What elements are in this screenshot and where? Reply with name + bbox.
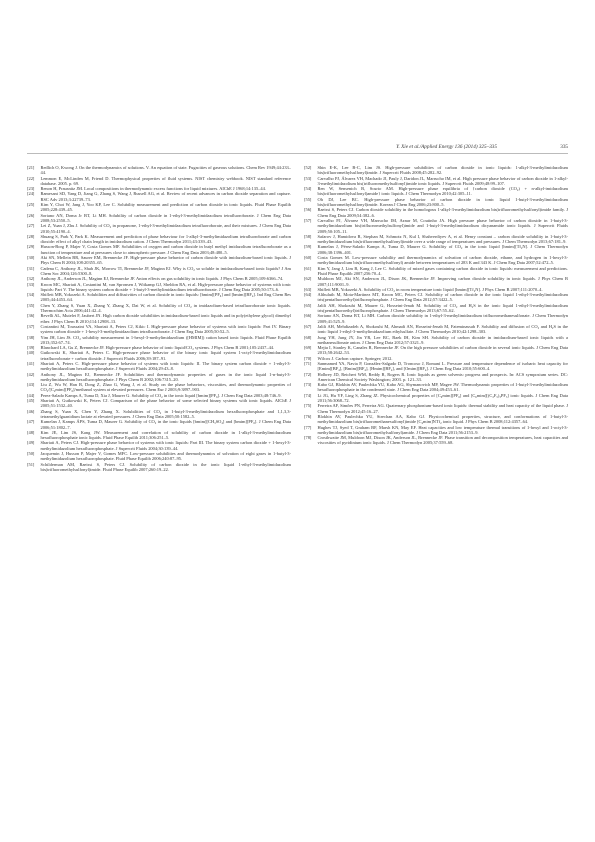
reference-number: [76] bbox=[304, 413, 312, 419]
reference-number: [64] bbox=[304, 292, 312, 298]
reference-number: [32] bbox=[27, 276, 35, 282]
reference-number: [77] bbox=[304, 424, 312, 430]
reference-item bbox=[304, 266, 568, 277]
reference-item bbox=[27, 165, 291, 176]
reference-number: [61] bbox=[304, 265, 312, 271]
reference-text: Cadena C, Anthony JL, Shah JK, Morrow TI, Brennecke JF, Maginn EJ. Why is CO₂ so soluble in imidazolium-based ionic liquids? J Am Chem Soc 2004;126:5300–8. bbox=[40, 265, 291, 276]
reference-text: Renon H, Prausnitz JM. Local compositions in thermodynamic excess functions for liquid mixtures. AIChE J 1968;14:135–44. bbox=[40, 186, 266, 192]
reference-number: [74] bbox=[304, 392, 312, 398]
reference-number: [26] bbox=[27, 212, 35, 218]
reference-text: Zhang S, Yuan X, Chen Y, Zhang X. Solubilities of CO₂ in 1-butyl-3-methylimidazolium hexafluorophosphate and 1,1,3,3-tetramethylguanidium lactate at elevated pressures. J Chem Eng Data 2005;50:1582–5. bbox=[40, 408, 291, 419]
reference-text: Althuluth M, Mota-Martinez MT, Kroon MC, Peters CJ. Solubility of carbon dioxide in the ionic liquid 1-ethyl-3-methylimidazolium tris(pentafluoroethyl)trifluorophosphate. J Chem Eng Data 2012;57:3422–5. bbox=[317, 292, 568, 303]
reference-item bbox=[304, 414, 568, 425]
reference-text: Shuang S, Park Y, Park K. Measurement and prediction of phase behaviour for 1-alkyl-3-methylimidazolium tetrafluoroborate and carbon dioxide: effect of alkyl chain length in imidazolium cation. J Chem Thermodyn 2011;43:339–43. bbox=[40, 233, 291, 245]
reference-item bbox=[304, 403, 568, 414]
reference-number: [73] bbox=[304, 382, 312, 388]
reference-item bbox=[27, 244, 291, 255]
reference-number: [59] bbox=[304, 244, 312, 250]
reference-text: Redlich O, Kwong J. On the thermodynamics of solutions. V. An equation of state. Fugacities of gaseous solutions. Chem Rev 1949;44:233–44. bbox=[40, 165, 291, 176]
reference-text: Raeissi S, Peters CJ. Carbon dioxide solubility in the homologous 1-alkyl-3-methylimidazolium bis(trifluoromethylsulfonyl)imide family. J Chem Eng Data 2009;54:382–6. bbox=[317, 207, 568, 218]
reference-item bbox=[304, 255, 568, 266]
reference-text: Ferreira AF, Simões PN, Ferreira AG. Quaternary phosphonium-based ionic liquids: thermal stability and heat capacity of the liquid phase. J Chem Thermodyn 2012;45:16–27. bbox=[317, 403, 568, 414]
reference-item bbox=[27, 223, 291, 234]
reference-text: Jalili AH, Mehdizadeh A, Shokouhi M, Ahmadi AN, Hosseini-Jenab M, Fateminassab F. Solubility and diffusion of CO₂ and H₂S in the ionic liquid 1-ethyl-3-methylimidazolium ethylsulfate. J Chem Thermodyn 2010;42:1298–303. bbox=[317, 323, 568, 335]
reference-text: Liu Z, Wu W, Han B, Dong Z, Zhao G, Wang J, et al. Study on the phase behaviors, viscosities, and thermodynamic properties of CO₂/[C₄mim][PF₆]/methanol system at elevated pressures. Chem Eur J 2003;9:3897–903. bbox=[40, 382, 291, 393]
reference-number: [31] bbox=[27, 265, 35, 271]
reference-text: Kabo GJ, Blokhin AV, Paulechka YU, Kabo AG, Shymanovich MP, Magee JW. Thermodynamic properties of 1-butyl-3-methylimidazolium hexafluorophosphate in the condensed state. J Chem Eng Data 2004;49:453–61. bbox=[317, 382, 568, 393]
reference-number: [27] bbox=[27, 223, 35, 229]
reference-number: [22] bbox=[27, 175, 35, 181]
reference-text: Blokhin AV, Paulechka YU, Strechan AA, Kabo GJ. Physicochemical properties, structure, and conformations of 1-butyl-3-methylimidazolium bis(trifluoromethanesulfonyl)imide [C₄mim]NTf₂ ionic liquid. J Phys Chem B 2008;112:4357–64. bbox=[317, 413, 568, 425]
reference-number: [52] bbox=[304, 165, 312, 170]
reference-number: [35] bbox=[27, 302, 35, 308]
reference-text: Shariati A, Gutkowski K, Peters CJ. Comparison of the phase behavior of some selected binary systems with ionic liquids. AIChE J 2005;51:1532–40. bbox=[40, 398, 291, 409]
reference-text: Hughes TJ, Syed T, Graham BF, Marsh KN, May EF. Heat capacities and low temperature thermal transitions of 1-hexyl and 1-octyl-3-methylimidazolium bis(trifluoromethylsulfonyl)amide. J Chem Eng Data 2011;56:2153–9. bbox=[317, 424, 568, 435]
reference-text: Mejia I, Stanley K, Canales R, Brennecke JF. On the high pressure solubilities of carbon dioxide in several ionic liquids. J Chem Eng Data 2013;58:2642–53. bbox=[317, 345, 568, 356]
reference-item bbox=[304, 324, 568, 335]
reference-text: Kim Y, Jang J, Lim B, Kang J, Lee C. Solubility of mixed gases containing carbon dioxide in ionic liquids: measurement and predictions. Fluid Phase Equilib 2007;256:70–4. bbox=[317, 265, 568, 276]
reference-number: [62] bbox=[304, 276, 312, 282]
reference-number: [70] bbox=[304, 355, 312, 361]
reference-item bbox=[27, 191, 291, 202]
reference-item bbox=[304, 382, 568, 393]
reference-item bbox=[27, 202, 291, 213]
reference-text: Jacquemin J, Husson P, Majer V, Gomes MFC. Low-pressure solubilities and thermodynamics of solvation of eight gases in 1-butyl-3-methylimidazolium hexafluorophosphate. Fluid Phase Equilib 2006;240:87–95. bbox=[40, 451, 291, 462]
reference-text: Ren W, Sensenich B, Scurto AM. High-pressure phase equilibria of {carbon dioxide (CO₂) + n-alkyl-imidazolium bis(trifluoromethylsulfonyl)amide} ionic liquids. J Chem Thermodyn 2010;42:305–11. bbox=[317, 186, 568, 197]
reference-text: Sanmamed YA, Navia P, González-Salgado D, Troncoso J, Romaní L. Pressure and temperature dependence of isobaric heat capacity for [Emim][BF₄], [Bmim][BF₄], [Hmim][BF₄], and [Omim][BF₄]. J Chem Eng Data 2010;55:600–4. bbox=[317, 360, 568, 372]
reference-item bbox=[304, 218, 568, 234]
reference-item bbox=[27, 324, 291, 335]
reference-item bbox=[27, 234, 291, 245]
reference-text: Lei Z, Yuan J, Zhu J. Solubility of CO₂ in propanone, 1-ethyl-3-methylimidazolium tetrafluoroborate, and their mixtures. J Chem Eng Data 2010;55:4190–4. bbox=[40, 223, 291, 234]
reference-item bbox=[27, 462, 291, 473]
reference-item bbox=[27, 372, 291, 383]
reference-number: [45] bbox=[27, 398, 35, 404]
reference-item bbox=[304, 393, 568, 404]
reference-number: [30] bbox=[27, 255, 35, 261]
reference-item bbox=[304, 197, 568, 208]
reference-text: Holbrey JD, Reichert WM, Reddy R, Rogers R. Ionic liquids as green solvents: progress and prospects. In: ACS symposium series. DC: American Chemical Society Washington; 2003. p. 121–33. bbox=[317, 371, 568, 382]
reference-text: Jalili AH, Shokouhi M, Maurer G, Hosseini-Jenab M. Solubility of CO₂ and H₂S in the ionic liquid 1-ethyl-3-methylimidazolium tris(pentafluoroethyl)trifluorophosphate. J Chem Thermodyn 2013;67:55–62. bbox=[317, 302, 568, 314]
reference-number: [67] bbox=[304, 323, 312, 329]
reference-text: Kim JE, Lim JS, Kang JW. Measurement and correlation of solubility of carbon dioxide in 1-alkyl-3-methylimidazolium hexafluorophosphate ionic liquids. Fluid Phase Equilib 2011;306:251–5. bbox=[40, 429, 291, 441]
reference-text: Blanchard LA, Gu Z, Brennecke JF. High-pressure phase behavior of ionic liquid/CO₂ systems. J Phys Chem B 2001;105:2437–44. bbox=[40, 345, 275, 351]
reference-item bbox=[27, 451, 291, 462]
reference-item bbox=[27, 382, 291, 393]
reference-text: Oh DJ, Lee BC. High-pressure phase behavior of carbon dioxide in ionic liquid 1-butyl-3-methylimidazolium bis(trifluoromethylsulfonyl)imide. Korean J Chem Eng 2006;23:800–5. bbox=[317, 196, 568, 208]
reference-number: [65] bbox=[304, 302, 312, 308]
reference-text: Carvalho PJ, Álvarez VH, Marrucho IM, Aznar M, Coutinho JA. High pressure phase behavior of carbon dioxide in 1-butyl-3-methylimidazolium bis(trifluoromethylsulfonyl)imide and 1-butyl-3-methylimidazolium dicyanamide ionic liquids. J Supercrit Fluids 2009;50:105–11. bbox=[317, 217, 568, 234]
reference-text: Aki SN, Mellein BR, Saurer EM, Brennecke JF. High-pressure phase behavior of carbon dioxide with imidazolium-based ionic liquids. J Phys Chem B 2004;108:20355–65. bbox=[40, 255, 291, 266]
reference-text: Kroon MC, Shariati A, Costantini M, van Spronsen J, Witkamp GJ, Sheldon RA, et al. High-pressure phase behavior of systems with ionic liquids: Part V. The binary system carbon dioxide + 1-butyl-3-methylimidazolium tetrafluoroborate. J Chem Eng Data 2005;50:173–6. bbox=[40, 281, 291, 292]
reference-number: [60] bbox=[304, 255, 312, 261]
reference-column-right bbox=[304, 165, 568, 685]
reference-item bbox=[304, 176, 568, 187]
reference-text: Shiflett MB, Yokozeki A. Solubilities and diffusivities of carbon dioxide in ionic liquids: [bmim][PF₆] and [bmim][BF₄]. Ind Eng Chem Res 2005;44:4453–64. bbox=[40, 292, 291, 303]
reference-item bbox=[304, 313, 568, 324]
reference-number: [63] bbox=[304, 286, 312, 292]
reference-number: [51] bbox=[27, 461, 35, 467]
reference-item bbox=[304, 303, 568, 314]
reference-text: Shin E-K, Lee B-C, Lim JS. High-pressure solubilities of carbon dioxide in ionic liquids: 1-alkyl-3-methylimidazolium bis(trifluoromethylsulfonyl)imide. J Supercrit Fluids 2008;45:282–92. bbox=[317, 165, 568, 176]
reference-text: Shariati A, Peters CJ. High-pressure phase behavior of systems with ionic liquids: Part III. The binary system carbon dioxide + 1-hexyl-3-methylimidazolium hexafluorophosphate. J Supercrit Fluids 2004;30:139–44. bbox=[40, 440, 291, 451]
reference-text: Safarov J, Hamidova R, Stephan M, Schmotz N, Kul I, Shahverdiyev A, et al. Henry constant – carbon dioxide solubility in 1-butyl-3-methylimidazolium bis(trifluoromethylsulfonyl)imide over a wide range of temperatures and pressures. J Chem Thermodyn 2013;67:181–9. bbox=[317, 233, 568, 245]
reference-item bbox=[27, 430, 291, 441]
reference-number: [34] bbox=[27, 292, 35, 298]
reference-item bbox=[27, 213, 291, 224]
reference-item bbox=[27, 266, 291, 277]
reference-text: Gutkowski K, Shariati A, Peters C. High-pressure phase behavior of the binary ionic liquid system 1-octyl-3-methylimidazolium tetrafluoroborate + carbon dioxide. J Supercrit Fluids 2006;39:187–91. bbox=[40, 350, 291, 361]
reference-text: Li JG, Hu YF, Ling S, Zhang JZ. Physicochemical properties of [C₆mim][PF₆] and [C₆mim][(C₂F₅)₃PF₃] ionic liquids. J Chem Eng Data 2011;56:3068–72. bbox=[317, 392, 568, 404]
reference-number: [75] bbox=[304, 403, 312, 409]
reference-number: [72] bbox=[304, 371, 312, 377]
reference-number: [78] bbox=[304, 435, 312, 441]
reference-item bbox=[304, 372, 568, 383]
reference-number: [56] bbox=[304, 207, 312, 213]
reference-text: Perez-Salado Kamps A, Tuma D, Xia J, Maurer G. Solubility of CO₂ in the ionic liquid [bmim][PF₆]. J Chem Eng Data 2003;48:746–9. bbox=[40, 392, 282, 398]
reference-text: Wilcox J. Carbon capture. Springer; 2012. bbox=[317, 355, 393, 361]
reference-text: Soriano AN, Doma BT, Li MH. Carbon dioxide solubility in 1-ethyl-3-methylimidazolium trifluoromethanesulfonate. J Chem Thermodyn 2009;41:525–9. bbox=[317, 313, 568, 324]
reference-item bbox=[304, 234, 568, 245]
reference-item bbox=[304, 207, 568, 218]
reference-number: [25] bbox=[27, 202, 35, 208]
reference-text: Costantini M, Toussaint VA, Shariati A, Peters CJ, Kikic I. High-pressure phase behavior of systems with ionic liquids: Part IV. Binary system carbon dioxide + 1-hexyl-3-methylimidazolium tetrafluoroborate. J Chem Eng Data 2005;50:52–5. bbox=[40, 323, 291, 335]
reference-column-left bbox=[27, 165, 291, 685]
reference-text: Yim JH, Lim JS. CO₂ solubility measurement in 1-hexyl-3-methylimidazolium ([HMIM]) cation based ionic liquids. Fluid Phase Equilib 2013;352:67–74. bbox=[40, 334, 291, 345]
reference-number: [57] bbox=[304, 217, 312, 223]
reference-number: [38] bbox=[27, 334, 35, 340]
reference-item bbox=[27, 419, 291, 430]
reference-number: [44] bbox=[27, 392, 35, 398]
page-header bbox=[0, 142, 595, 152]
reference-item bbox=[27, 361, 291, 372]
reference-number: [41] bbox=[27, 360, 35, 366]
reference-number: [53] bbox=[304, 175, 312, 181]
reference-item bbox=[27, 176, 291, 187]
reference-item bbox=[304, 425, 568, 436]
reference-number: [54] bbox=[304, 186, 312, 192]
reference-number: [68] bbox=[304, 334, 312, 340]
reference-number: [39] bbox=[27, 345, 35, 351]
reference-number: [21] bbox=[27, 165, 35, 170]
reference-text: Revelli AL, Mutelet F, Jaubert JN. High carbon dioxide solubilities in imidazolium-based ionic liquids and in poly(ethylene glycol) dimethyl ether. J Phys Chem B 2010;114:12908–13. bbox=[40, 313, 291, 324]
reference-number: [58] bbox=[304, 233, 312, 239]
reference-number: [36] bbox=[27, 313, 35, 319]
reference-number: [66] bbox=[304, 313, 312, 319]
reference-number: [42] bbox=[27, 371, 35, 377]
reference-number: [47] bbox=[27, 419, 35, 425]
reference-text: Schilderman AM, Raeissi S, Peters CJ. Solubility of carbon dioxide in the ionic liquid 1-ethyl-3-methylimidazolium bis(trifluoromethylsulfonyl)imide. Fluid Phase Equilib 2007;260:19–22. bbox=[40, 461, 291, 472]
reference-number: [23] bbox=[27, 186, 35, 192]
reference-number: [28] bbox=[27, 233, 35, 239]
reference-text: Shiflett MB, Yokozeki A. Solubility of CO₂ in room temperature ionic liquid [hmim][Tf₂N]. J Phys Chem B 2007;111:2070–4. bbox=[317, 286, 543, 292]
page-number: 335 bbox=[560, 144, 568, 150]
reference-number: [50] bbox=[27, 451, 35, 457]
reference-text: Husson-Borg P, Majer V, Costa Gomes MF. Solubilities of oxygen and carbon dioxide in butyl methyl imidazolium tetrafluoroborate as a function of temperature and at pressures close to atmospheric pressure. J Chem Eng Data 2003;48:480–5. bbox=[40, 244, 291, 255]
reference-item bbox=[27, 303, 291, 314]
running-head: Y. Xie et al./Applied Energy 136 (2014) 325–335 bbox=[396, 144, 497, 150]
reference-text: Kumelan J, Kamps ÁPS, Tuma D, Maurer G. Solubility of CO₂ in the ionic liquids [bmim][CH₃SO₄] and [bmim][PF₆]. J Chem Eng Data 2006;51:1802–7. bbox=[40, 419, 291, 430]
reference-number: [49] bbox=[27, 440, 35, 446]
reference-text: Jung YH, Jung JY, Jin YR, Lee BC, Baek IH, Kim SH. Solubility of carbon dioxide in imidazolium-based ionic liquids with a methanesulfonate anion. J Chem Eng Data 2012;57:3321–9. bbox=[317, 334, 568, 345]
reference-text: Crosthwaite JM, Muldoon MJ, Dixon JK, Anderson JL, Brennecke JF. Phase transition and decomposition temperatures, heat capacities and viscosities of pyridinium ionic liquids. J Chem Thermodyn 2005;37:559–68. bbox=[317, 435, 568, 446]
reference-item bbox=[27, 409, 291, 420]
reference-item bbox=[304, 186, 568, 197]
reference-number: [55] bbox=[304, 196, 312, 202]
reference-text: Muldoon MJ, Aki SN, Anderson JL, Dixon JK, Brennecke JF. Improving carbon dioxide solubility in ionic liquids. J Phys Chem B 2007;111:9001–9. bbox=[317, 276, 568, 287]
reference-number: [46] bbox=[27, 408, 35, 414]
reference-text: Chen Y, Zhang S, Yuan X, Zhang Y, Zhang X, Dai W, et al. Solubility of CO₂ in imidazolium-based tetrafluoroborate ionic liquids. Thermochim Acta 2006;441:42–4. bbox=[40, 302, 291, 314]
reference-item bbox=[27, 440, 291, 451]
header-rule bbox=[27, 153, 568, 154]
reference-text: Kumelan J, Pérez-Salado Kamps A, Tuma D, Maurer G. Solubility of CO₂ in the ionic liquid [hmim][Tf₂N]. J Chem Thermodyn 2006;38:1396–401. bbox=[317, 244, 568, 255]
reference-number: [48] bbox=[27, 429, 35, 435]
reference-number: [37] bbox=[27, 323, 35, 329]
reference-text: Soriano AN, Doma Jr BT, Li MH. Solubility of carbon dioxide in 1-ethyl-3-methylimidazolium tetrafluoroborate. J Chem Eng Data 2008;53:2550–5. bbox=[40, 212, 291, 223]
reference-item bbox=[304, 345, 568, 356]
reference-number: [24] bbox=[27, 191, 35, 197]
reference-text: Kim Y, Choi W, Jang J, Yoo KP, Lee C. Solubility measurement and prediction of carbon dioxide in ionic liquids. Fluid Phase Equilib 2005;228:439–45. bbox=[40, 202, 291, 213]
reference-text: Shariati A, Peters C. High-pressure phase behavior of systems with ionic liquids: II. The binary system carbon dioxide + 1-ethyl-3-methylimidazolium hexafluorophosphate. J Supercrit Fluids 2004;29:43–8. bbox=[40, 360, 291, 372]
reference-item bbox=[304, 276, 568, 287]
reference-item bbox=[304, 335, 568, 346]
reference-item bbox=[27, 398, 291, 409]
reference-item bbox=[304, 165, 568, 176]
reference-text: Ramesani SD, Yang D, Jiang G, Zhang S, Wang J, Russell AG, et al. Review of recent advances in carbon dioxide separation and capture. RSC Adv 2013;3:22739–73. bbox=[40, 191, 291, 202]
reference-text: Carvalho PJ, Álvarez VH, Machado JJ, Pauly J, Daridon JL, Marrucho IM, et al. High pressure phase behavior of carbon dioxide in 1-alkyl-3-methylimidazolium bis(trifluoromethylsulfonyl)imide ionic liquids. J Supercrit Fluids 2009;48:99–107. bbox=[317, 175, 568, 186]
reference-item bbox=[27, 282, 291, 293]
reference-text: Costa Gomes M. Low-pressure solubility and thermodynamics of solvation of carbon dioxide, ethane, and hydrogen in 1-hexyl-3-methylimidazolium bis(trifluoromethylsulfonyl) amide between temperatures of 283 K and 343 K. J Chem Eng Data 2007;52:472–5. bbox=[317, 255, 568, 266]
reference-item bbox=[27, 255, 291, 266]
reference-item bbox=[304, 244, 568, 255]
reference-text: Anthony JL, Maginn EJ, Brennecke JF. Solubilities and thermodynamic properties of gases in the ionic liquid 1-n-butyl-3-methylimidazolium hexafluorophosphate. J Phys Chem B 2002;106:7315–20. bbox=[40, 371, 291, 382]
reference-number: [69] bbox=[304, 345, 312, 351]
reference-item bbox=[27, 335, 291, 346]
reference-item bbox=[304, 292, 568, 303]
reference-number: [71] bbox=[304, 360, 312, 366]
reference-number: [40] bbox=[27, 350, 35, 356]
reference-number: [43] bbox=[27, 382, 35, 388]
reference-item bbox=[27, 292, 291, 303]
reference-item bbox=[304, 435, 568, 446]
reference-number: [33] bbox=[27, 281, 35, 287]
reference-item bbox=[27, 313, 291, 324]
reference-number: [29] bbox=[27, 244, 35, 250]
reference-text: Anthony JL, Anderson JL, Maginn EJ, Brennecke JF. Anion effects on gas solubility in ionic liquids. J Phys Chem B 2005;109:6366–74. bbox=[40, 276, 284, 282]
reference-item bbox=[304, 361, 568, 372]
reference-text: Lemmon E, McLinden M, Friend D. Thermophysical properties of fluid systems. NIST chemistry webbook. NIST standard reference database. 2005. p. 69. bbox=[40, 175, 291, 186]
reference-item bbox=[27, 350, 291, 361]
